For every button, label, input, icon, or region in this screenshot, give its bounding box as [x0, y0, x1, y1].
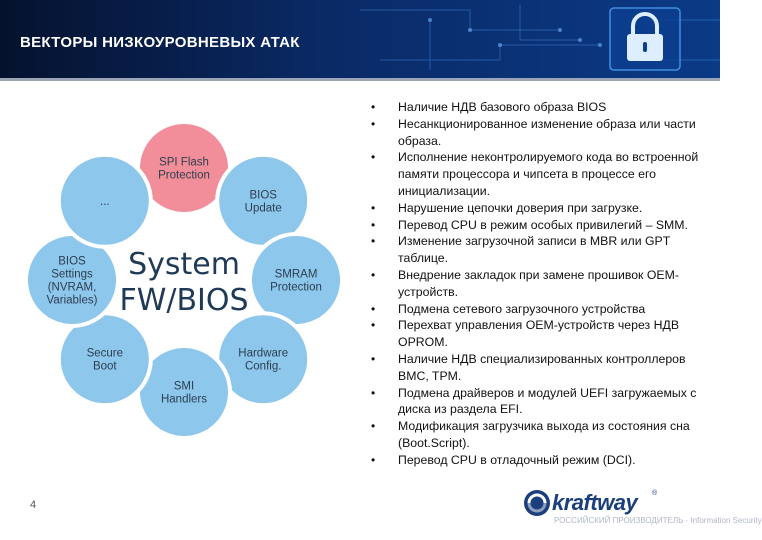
- node-bios-update-label: BIOS: [249, 189, 277, 202]
- node-bios-settings-label: Variables): [46, 294, 98, 307]
- node-spi-flash-label: SPI Flash: [159, 156, 209, 169]
- attack-vector-item: • Исполнение неконтролируемого кода во встроенной памяти процессора и чипсета в процессе его инициализации.: [368, 149, 713, 199]
- node-bios-settings-label: (NVRAM,: [47, 281, 97, 294]
- attack-vector-item: • Перевод CPU в режим особых привилегий – SMM.: [368, 217, 713, 234]
- system-firmware-diagram: [8, 108, 360, 458]
- node-hardware-config-label: Config.: [244, 360, 282, 373]
- node-bios-settings-label: Settings: [51, 268, 93, 281]
- logo-text: kraftway: [552, 490, 638, 515]
- node-smi-handlers-label: Handlers: [160, 393, 208, 406]
- node-smram-label: SMRAM: [274, 268, 318, 281]
- node-smram-label: Protection: [270, 281, 322, 294]
- attack-vector-item: • Перехват управления OEM-устройств через НДВ OPROM.: [368, 317, 713, 351]
- page-number: 4: [30, 499, 37, 511]
- node-secure-boot-label: Secure: [86, 347, 124, 360]
- logo-subtitle: РОССИЙСКИЙ ПРОИЗВОДИТЕЛЬ · Information Security: [554, 516, 762, 525]
- attack-vector-item: • Внедрение закладок при замене прошивок OEM-устройств.: [368, 267, 713, 301]
- attack-vector-item: • Несанкционированное изменение образа или части образа.: [368, 116, 713, 150]
- attack-vector-item: • Модификация загрузчика выхода из состояния сна (Boot.Script).: [368, 418, 713, 452]
- attack-vector-item: • Перевод CPU в отладочный режим (DCI).: [368, 452, 713, 469]
- node-ellipsis-label: ...: [100, 195, 110, 208]
- node-bios-settings-label: BIOS: [58, 255, 86, 268]
- attack-vector-item: • Подмена драйверов и модулей UEFI загружаемых с диска из раздела EFI.: [368, 385, 713, 419]
- node-smi-handlers-label: SMI: [173, 380, 195, 393]
- page-title: ВЕКТОРЫ НИЗКОУРОВНЕВЫХ АТАК: [20, 34, 300, 51]
- node-bios-update-label: Update: [244, 202, 282, 215]
- attack-vector-item: • Наличие НДВ базового образа BIOS: [368, 99, 713, 116]
- center-label-line2: FW/BIOS: [119, 283, 249, 318]
- attack-vector-item: • Подмена сетевого загрузочного устройства: [368, 301, 713, 318]
- kraftway-logo-mark: [522, 488, 552, 518]
- header-banner: [0, 0, 720, 78]
- attack-vector-item: • Наличие НДВ специализированных контроллеров BMC, TPM.: [368, 351, 713, 385]
- padlock-icon: [627, 14, 663, 61]
- node-hardware-config-label: Hardware: [238, 347, 289, 360]
- attack-vector-item: • Изменение загрузочной записи в MBR или GPT таблице.: [368, 233, 713, 267]
- center-label-line1: System: [128, 247, 240, 282]
- header-divider: [0, 78, 720, 81]
- node-ellipsis: [59, 155, 151, 247]
- logo-trademark: ®: [652, 490, 658, 497]
- attack-vector-item: • Нарушение цепочки доверия при загрузке.: [368, 200, 713, 217]
- node-secure-boot-label: Boot: [92, 360, 117, 373]
- attack-vector-list: [368, 99, 713, 469]
- kraftway-logo: [522, 488, 762, 532]
- node-spi-flash-label: Protection: [158, 169, 210, 182]
